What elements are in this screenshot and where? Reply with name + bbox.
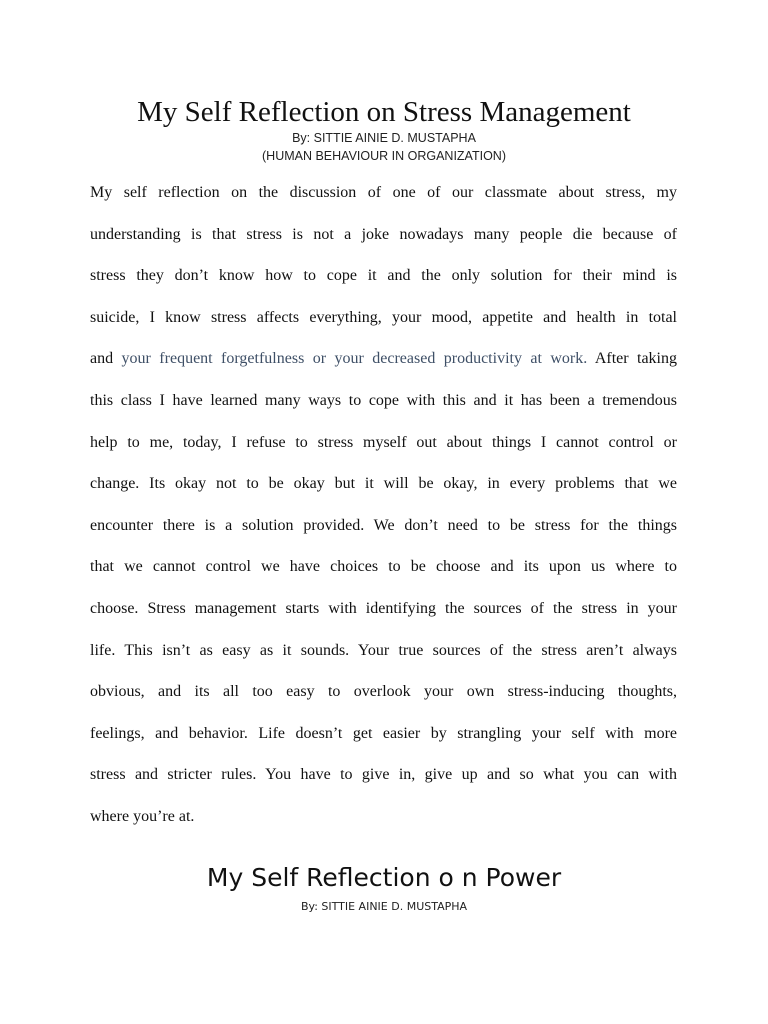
body-line: that we cannot control we have choices to be choose and its upon us where to — [90, 558, 677, 576]
body-line: life. This isn’t as easy as it sounds. Your true sources of the stress aren’t always — [90, 641, 677, 659]
body-line: suicide, I know stress affects everything, your mood, appetite and health in total — [90, 308, 677, 326]
body-line: My self reflection on the discussion of one of our classmate about stress, my — [90, 184, 677, 201]
body-text: and — [90, 350, 122, 368]
body-text: After taking — [587, 350, 678, 368]
body-line-with-link — [90, 346, 677, 388]
body-line: choose. Stress management starts with identifying the sources of the stress in your — [90, 599, 677, 617]
reflection-body — [90, 180, 677, 846]
body-line: obvious, and its all too easy to overlook your own stress-inducing thoughts, — [90, 683, 677, 701]
body-line: where you’re at. — [90, 807, 195, 825]
body-line: this class I have learned many ways to cope with this and it has been a tremendous — [90, 391, 677, 409]
author-byline: By: SITTIE AINIE D. MUSTAPHA — [292, 131, 476, 145]
second-author-byline: By: SITTIE AINIE D. MUSTAPHA — [300, 900, 468, 913]
body-line: stress they don’t know how to cope it and the only solution for their mind is — [90, 267, 677, 285]
body-line: encounter there is a solution provided. We don’t need to be stress for the things — [90, 516, 677, 534]
body-line: help to me, today, I refuse to stress myself out about things I cannot control or — [90, 433, 677, 451]
body-line: feelings, and behavior. Life doesn’t get easier by strangling your self with more — [90, 724, 677, 742]
body-line: understanding is that stress is not a joke nowadays many people die because of — [90, 225, 677, 243]
body-line: stress and stricter rules. You have to give in, give up and so what you can with — [90, 766, 677, 784]
body-line: change. Its okay not to be okay but it will be okay, in every problems that we — [90, 475, 677, 493]
productivity-link[interactable]: your frequent forgetfulness or your decreased productivity at work. — [121, 350, 588, 368]
second-document-title: My Self Reflection o n Power — [206, 863, 562, 892]
document-title: My Self Reflection on Stress Management — [137, 96, 631, 128]
course-name: (HUMAN BEHAVIOUR IN ORGANIZATION) — [262, 149, 506, 163]
